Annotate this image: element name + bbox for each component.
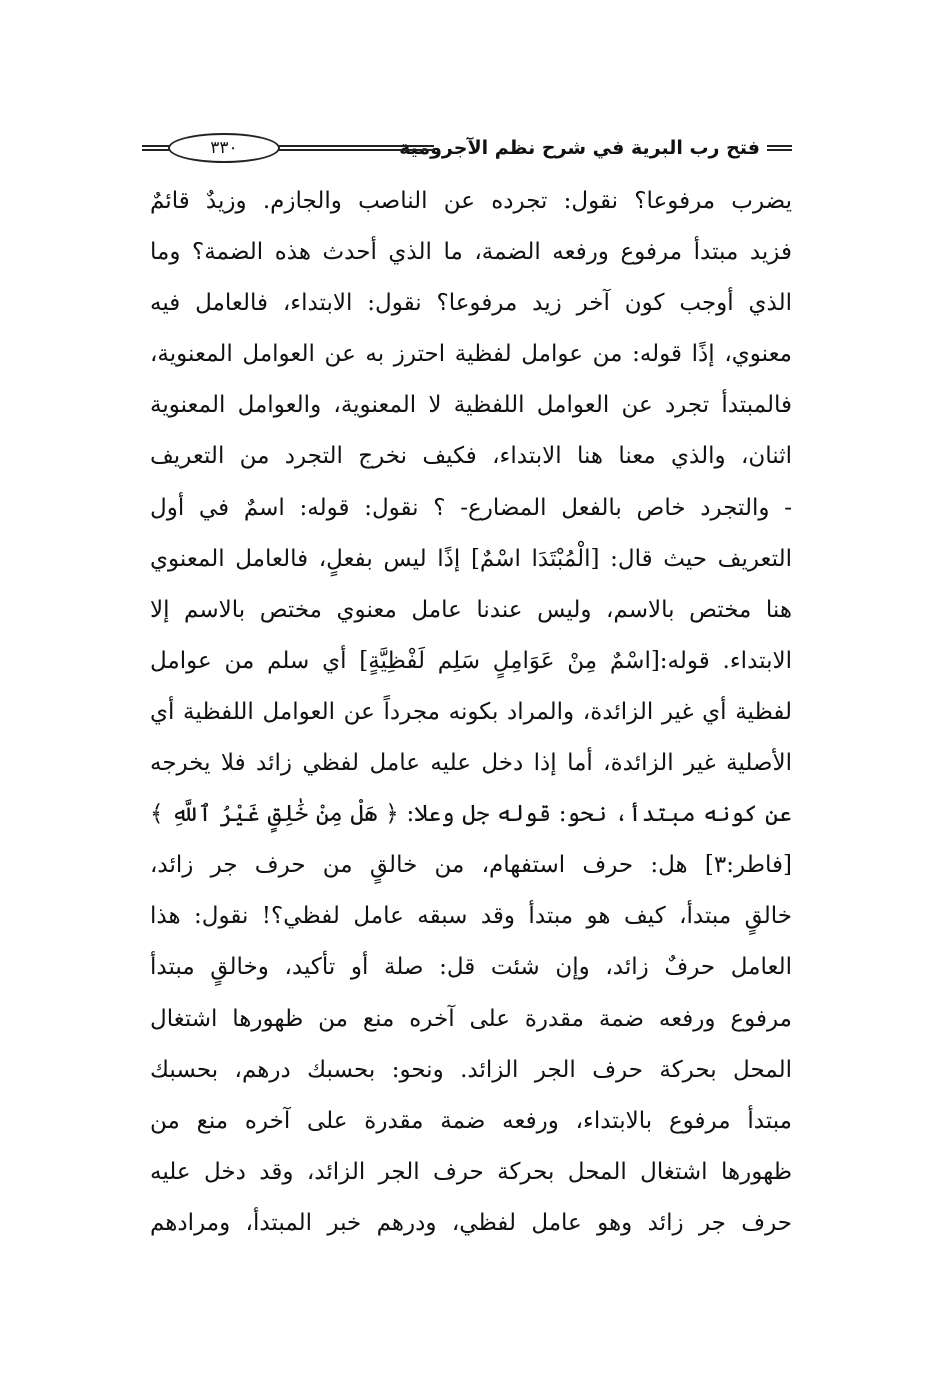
text-line: الابتداء. قوله:[اسْمٌ مِنْ عَوَامِلٍ سَلِم لَفْظِيَّةٍ] أي سلم من عوامل: [150, 647, 792, 674]
text-line: يضرب مرفوعا؟ نقول: تجرده عن الناصب والجازم. وزيدٌ قائمٌ: [150, 188, 792, 214]
text-line: ظهورها اشتغال المحل بحركة حرف الجر الزائد، وقد دخل عليه: [150, 1158, 792, 1185]
header-rule-right: [767, 145, 792, 151]
text-line: [فاطر:٣] هل: حرف استفهام، من خالقٍ من حرف جر زائد،: [150, 852, 792, 879]
running-title: فتح رب البرية في شرح نظم الآجرومية: [399, 137, 760, 159]
header-rule-middle: [276, 145, 434, 151]
page-number: ٣٣٠: [168, 133, 280, 163]
text-line: عن كونه مبتدأ، نحو: قوله جل وعلا: ﴿ هَلْ مِنْ خَٰلِقٍ غَيْرُ ٱللَّهِ ﴾: [150, 801, 792, 828]
text-line: الذي أوجب كون آخر زيد مرفوعا؟ نقول: الابتداء، فالعامل فيه: [150, 290, 792, 317]
text-line: مبتدأ مرفوع بالابتداء، ورفعه ضمة مقدرة على آخره منع من: [150, 1107, 792, 1134]
text-line: فزيد مبتدأ مرفوع ورفعه الضمة، ما الذي أحدث هذه الضمة؟ وما: [150, 239, 792, 266]
text-line: معنوي، إذًا قوله: من عوامل لفظية احترز به عن العوامل المعنوية،: [150, 341, 792, 368]
text-line: العامل حرفٌ زائد، وإن شئت قل: صلة أو تأكيد، وخالقٍ مبتدأ: [150, 954, 792, 981]
text-line: الأصلية غير الزائدة، أما إذا دخل عليه عامل لفظي زائد فلا يخرجه: [150, 750, 792, 777]
text-line: خالقٍ مبتدأ، كيف هو مبتدأ وقد سبقه عامل لفظي؟! نقول: هذا: [150, 903, 792, 930]
text-line: - والتجرد خاص بالفعل المضارع- ؟ نقول: قوله: اسمٌ في أول: [150, 494, 792, 521]
page-header: [142, 128, 792, 174]
text-line: لفظية أي غير الزائدة، والمراد بكونه مجرداً عن العوامل اللفظية أي: [150, 698, 792, 725]
text-line: فالمبتدأ تجرد عن العوامل اللفظية لا المعنوية، والعوامل المعنوية: [150, 392, 792, 419]
body-text: [150, 176, 792, 1249]
header-rule-left: [142, 145, 170, 151]
text-line: حرف جر زائد وهو عامل لفظي، ودرهم خبر المبتدأ، ومرادهم: [150, 1209, 792, 1236]
text-line: المحل بحركة حرف الجر الزائد. ونحو: بحسبك درهم، بحسبك: [150, 1056, 792, 1083]
text-line: التعريف حيث قال: [الْمُبْتَدَا اسْمٌ] إذًا ليس بفعلٍ، فالعامل المعنوي: [150, 545, 792, 572]
text-line: مرفوع ورفعه ضمة مقدرة على آخره منع من ظهورها اشتغال: [150, 1005, 792, 1032]
text-line: هنا مختص بالاسم، وليس عندنا عامل معنوي مختص بالاسم إلا: [150, 596, 792, 623]
text-line: اثنان، والذي معنا هنا الابتداء، فكيف نخرج التجرد من التعريف: [150, 443, 792, 470]
